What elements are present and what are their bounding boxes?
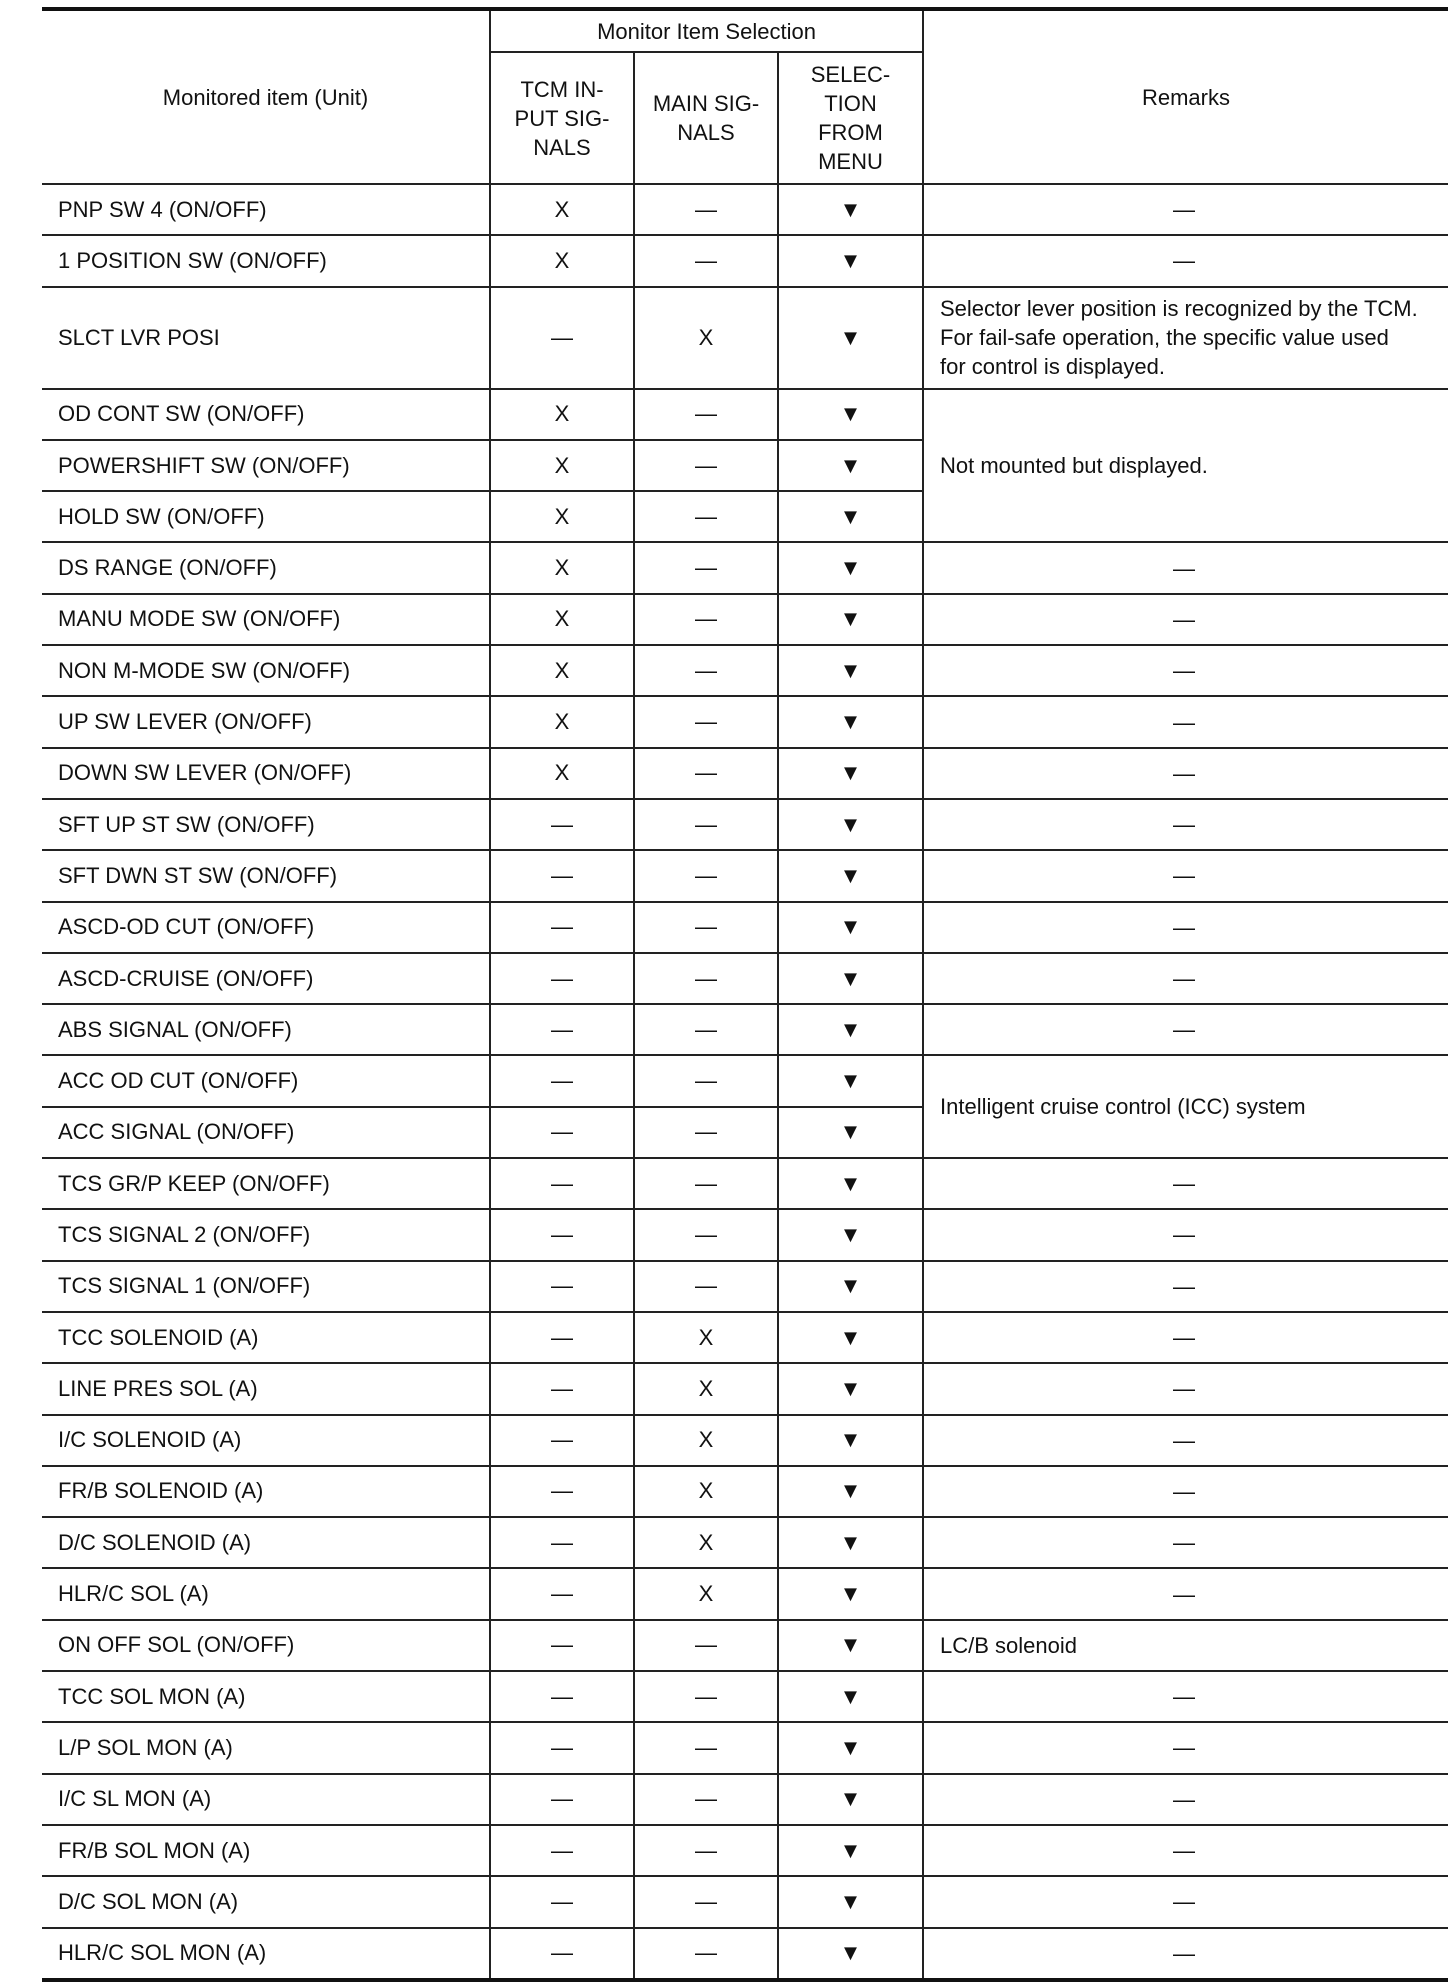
- table-row: [42, 1415, 1448, 1466]
- monitored-item-cell: SLCT LVR POSI: [42, 287, 490, 389]
- table-row: [42, 1261, 1448, 1312]
- main-signals-cell: —: [634, 748, 778, 799]
- monitored-item-cell: HLR/C SOL MON (A): [42, 1928, 490, 1980]
- table-row: [42, 1928, 1448, 1980]
- monitored-item-cell: 1 POSITION SW (ON/OFF): [42, 235, 490, 286]
- main-signals-cell: —: [634, 799, 778, 850]
- monitored-item-cell: L/P SOL MON (A): [42, 1722, 490, 1773]
- remarks-cell: —: [923, 1774, 1448, 1825]
- table-row: [42, 748, 1448, 799]
- selection-from-menu-cell: ▼: [778, 1928, 923, 1980]
- main-signals-cell: X: [634, 1415, 778, 1466]
- selection-from-menu-cell: ▼: [778, 1774, 923, 1825]
- selection-from-menu-cell: ▼: [778, 1825, 923, 1876]
- tcm-input-signals-cell: X: [490, 594, 634, 645]
- tcm-input-signals-cell: X: [490, 696, 634, 747]
- selection-from-menu-cell: ▼: [778, 1312, 923, 1363]
- table-row: [42, 1004, 1448, 1055]
- remarks-cell: —: [923, 953, 1448, 1004]
- remarks-cell: —: [923, 235, 1448, 286]
- table-row: [42, 799, 1448, 850]
- main-signals-cell: —: [634, 1722, 778, 1773]
- selection-from-menu-cell: ▼: [778, 440, 923, 491]
- table-row: [42, 1158, 1448, 1209]
- monitored-item-cell: ABS SIGNAL (ON/OFF): [42, 1004, 490, 1055]
- remarks-cell: —: [923, 1517, 1448, 1568]
- main-signals-cell: —: [634, 389, 778, 440]
- selection-from-menu-cell: ▼: [778, 953, 923, 1004]
- table-row: [42, 953, 1448, 1004]
- remarks-cell: —: [923, 1261, 1448, 1312]
- main-signals-cell: —: [634, 184, 778, 235]
- tcm-input-signals-cell: —: [490, 1517, 634, 1568]
- remarks-cell: —: [923, 902, 1448, 953]
- monitored-item-cell: NON M-MODE SW (ON/OFF): [42, 645, 490, 696]
- tcm-input-signals-cell: —: [490, 1876, 634, 1927]
- tcm-input-signals-cell: —: [490, 1158, 634, 1209]
- remarks-cell: —: [923, 1415, 1448, 1466]
- tcm-input-signals-cell: —: [490, 1722, 634, 1773]
- tcm-input-signals-cell: —: [490, 1261, 634, 1312]
- tcm-input-signals-cell: X: [490, 491, 634, 542]
- monitored-item-cell: UP SW LEVER (ON/OFF): [42, 696, 490, 747]
- tcm-input-signals-cell: —: [490, 1568, 634, 1619]
- monitored-item-cell: TCS SIGNAL 2 (ON/OFF): [42, 1209, 490, 1260]
- tcm-input-signals-cell: —: [490, 1312, 634, 1363]
- monitored-item-cell: POWERSHIFT SW (ON/OFF): [42, 440, 490, 491]
- tcm-input-signals-cell: X: [490, 235, 634, 286]
- main-signals-cell: —: [634, 1004, 778, 1055]
- monitored-item-cell: TCS GR/P KEEP (ON/OFF): [42, 1158, 490, 1209]
- table-row: [42, 1055, 1448, 1106]
- remarks-cell: —: [923, 184, 1448, 235]
- tcm-input-signals-cell: —: [490, 1774, 634, 1825]
- remarks-cell: —: [923, 542, 1448, 593]
- tcm-input-signals-cell: —: [490, 1466, 634, 1517]
- monitored-item-cell: SFT UP ST SW (ON/OFF): [42, 799, 490, 850]
- monitored-item-cell: TCS SIGNAL 1 (ON/OFF): [42, 1261, 490, 1312]
- table-row: [42, 1466, 1448, 1517]
- tcm-input-signals-cell: X: [490, 440, 634, 491]
- main-signals-cell: X: [634, 287, 778, 389]
- remarks-cell: —: [923, 1722, 1448, 1773]
- selection-from-menu-cell: ▼: [778, 1363, 923, 1414]
- selection-from-menu-cell: ▼: [778, 1671, 923, 1722]
- main-signals-cell: —: [634, 1620, 778, 1671]
- main-signals-cell: X: [634, 1363, 778, 1414]
- tcm-input-signals-cell: X: [490, 645, 634, 696]
- remarks-cell: Not mounted but displayed.: [923, 389, 1448, 543]
- monitored-item-cell: SFT DWN ST SW (ON/OFF): [42, 850, 490, 901]
- tcm-input-signals-cell: —: [490, 287, 634, 389]
- selection-from-menu-cell: ▼: [778, 748, 923, 799]
- table-row: [42, 850, 1448, 901]
- remarks-cell: —: [923, 1158, 1448, 1209]
- monitored-item-cell: MANU MODE SW (ON/OFF): [42, 594, 490, 645]
- tcm-input-signals-cell: —: [490, 1671, 634, 1722]
- tcm-input-signals-cell: —: [490, 953, 634, 1004]
- selection-from-menu-cell: ▼: [778, 1004, 923, 1055]
- main-signals-cell: —: [634, 1209, 778, 1260]
- table-row: [42, 1312, 1448, 1363]
- tcm-input-signals-cell: —: [490, 1004, 634, 1055]
- selection-from-menu-cell: ▼: [778, 1107, 923, 1158]
- tcm-input-signals-cell: —: [490, 1825, 634, 1876]
- table-row: [42, 235, 1448, 286]
- remarks-cell: —: [923, 1876, 1448, 1927]
- remarks-cell: —: [923, 1312, 1448, 1363]
- selection-from-menu-cell: ▼: [778, 184, 923, 235]
- header-tcm-input-signals: TCM IN- PUT SIG- NALS: [490, 52, 634, 184]
- header-monitored-item: Monitored item (Unit): [42, 9, 490, 184]
- remarks-cell: —: [923, 1466, 1448, 1517]
- remarks-cell: —: [923, 850, 1448, 901]
- table-row: [42, 1363, 1448, 1414]
- monitored-item-cell: ACC OD CUT (ON/OFF): [42, 1055, 490, 1106]
- main-signals-cell: —: [634, 1261, 778, 1312]
- selection-from-menu-cell: ▼: [778, 1209, 923, 1260]
- table-row: [42, 542, 1448, 593]
- main-signals-cell: X: [634, 1568, 778, 1619]
- selection-from-menu-cell: ▼: [778, 1158, 923, 1209]
- table-row: [42, 1671, 1448, 1722]
- main-signals-cell: —: [634, 1107, 778, 1158]
- monitored-item-cell: HOLD SW (ON/OFF): [42, 491, 490, 542]
- tcm-input-signals-cell: —: [490, 1107, 634, 1158]
- main-signals-cell: X: [634, 1466, 778, 1517]
- selection-from-menu-cell: ▼: [778, 491, 923, 542]
- main-signals-cell: X: [634, 1312, 778, 1363]
- tcm-input-signals-cell: —: [490, 799, 634, 850]
- tcm-input-signals-cell: —: [490, 1363, 634, 1414]
- remarks-cell: —: [923, 799, 1448, 850]
- monitored-item-cell: FR/B SOL MON (A): [42, 1825, 490, 1876]
- tcm-input-signals-cell: —: [490, 1209, 634, 1260]
- selection-from-menu-cell: ▼: [778, 850, 923, 901]
- header-main-signals: MAIN SIG- NALS: [634, 52, 778, 184]
- main-signals-cell: —: [634, 542, 778, 593]
- main-signals-cell: —: [634, 645, 778, 696]
- selection-from-menu-cell: ▼: [778, 1722, 923, 1773]
- table-row: [42, 1517, 1448, 1568]
- table-row: [42, 184, 1448, 235]
- table-row: [42, 1209, 1448, 1260]
- selection-from-menu-cell: ▼: [778, 287, 923, 389]
- monitored-item-cell: TCC SOLENOID (A): [42, 1312, 490, 1363]
- tcm-input-signals-cell: X: [490, 184, 634, 235]
- remarks-cell: —: [923, 645, 1448, 696]
- monitored-item-cell: ASCD-OD CUT (ON/OFF): [42, 902, 490, 953]
- table-row: [42, 1876, 1448, 1927]
- remarks-cell: Intelligent cruise control (ICC) system: [923, 1055, 1448, 1158]
- table-body: [42, 184, 1448, 1980]
- monitored-item-cell: ON OFF SOL (ON/OFF): [42, 1620, 490, 1671]
- selection-from-menu-cell: ▼: [778, 235, 923, 286]
- tcm-input-signals-cell: X: [490, 748, 634, 799]
- monitored-item-cell: D/C SOL MON (A): [42, 1876, 490, 1927]
- selection-from-menu-cell: ▼: [778, 1415, 923, 1466]
- monitored-item-cell: LINE PRES SOL (A): [42, 1363, 490, 1414]
- main-signals-cell: —: [634, 1158, 778, 1209]
- remarks-cell: —: [923, 1568, 1448, 1619]
- header-remarks: Remarks: [923, 9, 1448, 184]
- monitored-item-cell: D/C SOLENOID (A): [42, 1517, 490, 1568]
- table-row: [42, 1620, 1448, 1671]
- monitor-item-table: [42, 7, 1448, 1982]
- table-row: [42, 287, 1448, 389]
- tcm-input-signals-cell: —: [490, 1620, 634, 1671]
- selection-from-menu-cell: ▼: [778, 696, 923, 747]
- table-row: [42, 1568, 1448, 1619]
- header-selection-from-menu: SELEC- TION FROM MENU: [778, 52, 923, 184]
- remarks-cell: —: [923, 1928, 1448, 1980]
- selection-from-menu-cell: ▼: [778, 542, 923, 593]
- selection-from-menu-cell: ▼: [778, 902, 923, 953]
- main-signals-cell: —: [634, 594, 778, 645]
- selection-from-menu-cell: ▼: [778, 1055, 923, 1106]
- tcm-input-signals-cell: —: [490, 1415, 634, 1466]
- main-signals-cell: —: [634, 1825, 778, 1876]
- monitored-item-cell: PNP SW 4 (ON/OFF): [42, 184, 490, 235]
- remarks-cell: —: [923, 594, 1448, 645]
- selection-from-menu-cell: ▼: [778, 594, 923, 645]
- main-signals-cell: —: [634, 696, 778, 747]
- remarks-cell: —: [923, 1004, 1448, 1055]
- tcm-input-signals-cell: —: [490, 850, 634, 901]
- tcm-input-signals-cell: —: [490, 1928, 634, 1980]
- main-signals-cell: —: [634, 1928, 778, 1980]
- monitored-item-cell: FR/B SOLENOID (A): [42, 1466, 490, 1517]
- main-signals-cell: —: [634, 491, 778, 542]
- selection-from-menu-cell: ▼: [778, 645, 923, 696]
- main-signals-cell: —: [634, 850, 778, 901]
- main-signals-cell: —: [634, 440, 778, 491]
- monitor-item-table-sheet: [42, 7, 1448, 1982]
- main-signals-cell: —: [634, 1876, 778, 1927]
- table-row: [42, 1774, 1448, 1825]
- selection-from-menu-cell: ▼: [778, 1876, 923, 1927]
- main-signals-cell: —: [634, 1774, 778, 1825]
- header-monitor-item-selection: Monitor Item Selection: [490, 9, 923, 52]
- monitored-item-cell: I/C SL MON (A): [42, 1774, 490, 1825]
- table-row: [42, 696, 1448, 747]
- tcm-input-signals-cell: —: [490, 902, 634, 953]
- remarks-cell: —: [923, 1363, 1448, 1414]
- main-signals-cell: —: [634, 902, 778, 953]
- remarks-cell: Selector lever position is recognized by the TCM. For fail-safe operation, the specific value used for control is displayed.: [923, 287, 1448, 389]
- monitored-item-cell: ASCD-CRUISE (ON/OFF): [42, 953, 490, 1004]
- tcm-input-signals-cell: —: [490, 1055, 634, 1106]
- main-signals-cell: X: [634, 1517, 778, 1568]
- main-signals-cell: —: [634, 235, 778, 286]
- table-row: [42, 594, 1448, 645]
- table-row: [42, 1722, 1448, 1773]
- main-signals-cell: —: [634, 953, 778, 1004]
- main-signals-cell: —: [634, 1671, 778, 1722]
- selection-from-menu-cell: ▼: [778, 389, 923, 440]
- selection-from-menu-cell: ▼: [778, 1466, 923, 1517]
- monitored-item-cell: HLR/C SOL (A): [42, 1568, 490, 1619]
- remarks-cell: —: [923, 748, 1448, 799]
- remarks-cell: LC/B solenoid: [923, 1620, 1448, 1671]
- remarks-cell: —: [923, 1825, 1448, 1876]
- main-signals-cell: —: [634, 1055, 778, 1106]
- table-row: [42, 389, 1448, 440]
- monitored-item-cell: TCC SOL MON (A): [42, 1671, 490, 1722]
- monitored-item-cell: I/C SOLENOID (A): [42, 1415, 490, 1466]
- table-row: [42, 645, 1448, 696]
- monitored-item-cell: ACC SIGNAL (ON/OFF): [42, 1107, 490, 1158]
- monitored-item-cell: OD CONT SW (ON/OFF): [42, 389, 490, 440]
- tcm-input-signals-cell: X: [490, 542, 634, 593]
- monitored-item-cell: DS RANGE (ON/OFF): [42, 542, 490, 593]
- table-row: [42, 902, 1448, 953]
- tcm-input-signals-cell: X: [490, 389, 634, 440]
- remarks-cell: —: [923, 1209, 1448, 1260]
- monitored-item-cell: DOWN SW LEVER (ON/OFF): [42, 748, 490, 799]
- table-row: [42, 1825, 1448, 1876]
- selection-from-menu-cell: ▼: [778, 799, 923, 850]
- selection-from-menu-cell: ▼: [778, 1517, 923, 1568]
- remarks-cell: —: [923, 696, 1448, 747]
- selection-from-menu-cell: ▼: [778, 1568, 923, 1619]
- selection-from-menu-cell: ▼: [778, 1620, 923, 1671]
- remarks-cell: —: [923, 1671, 1448, 1722]
- selection-from-menu-cell: ▼: [778, 1261, 923, 1312]
